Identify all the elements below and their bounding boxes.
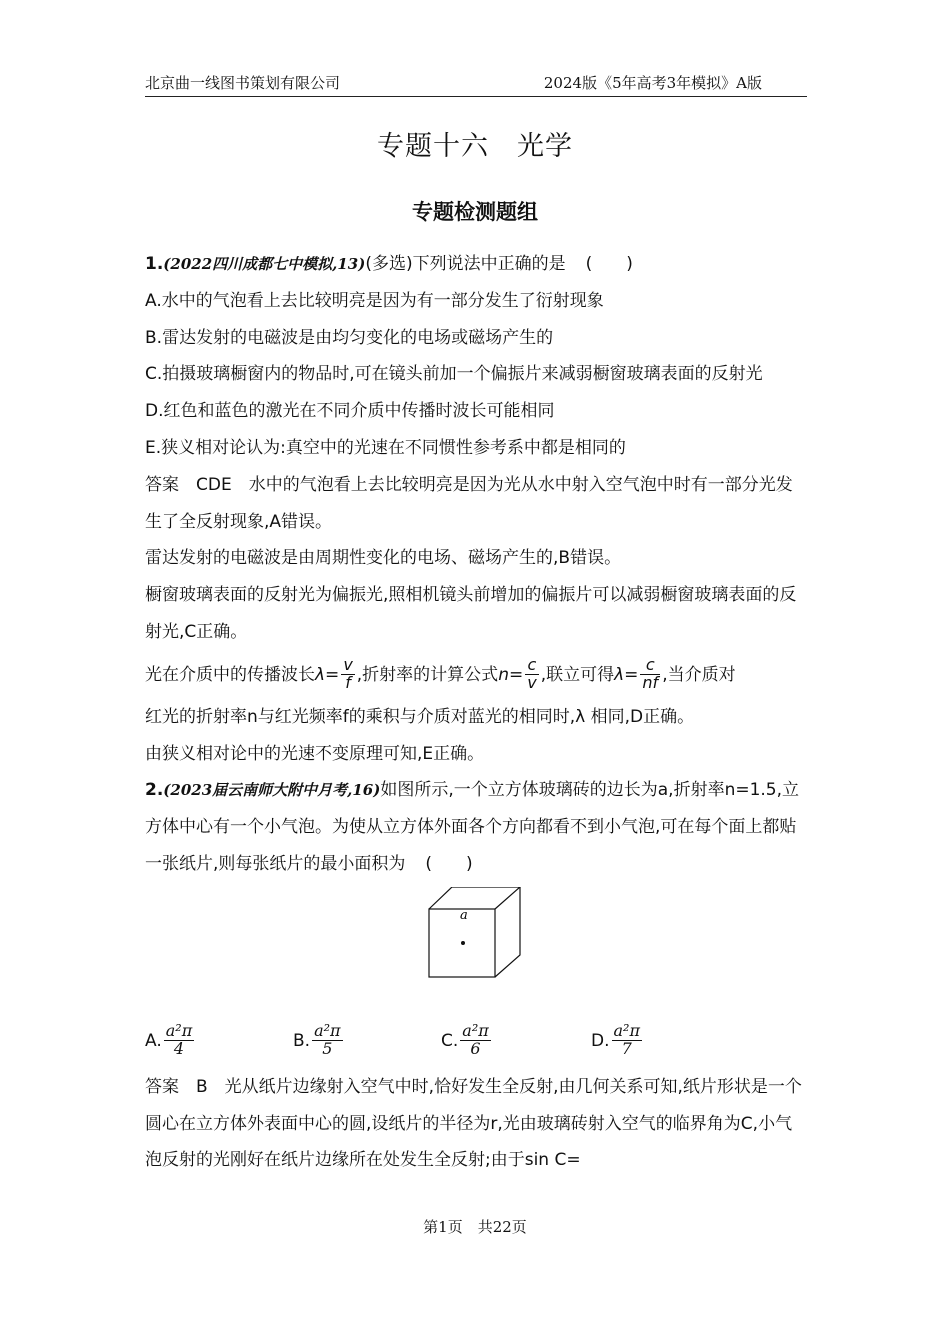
option-c: C.拍摄玻璃橱窗内的物品时,可在镜头前加一个偏振片来减弱橱窗玻璃表面的反射光 bbox=[145, 364, 763, 385]
cube-figure bbox=[145, 887, 807, 1005]
choice-b bbox=[293, 1013, 345, 1069]
choice-d bbox=[591, 1013, 644, 1069]
option-b: B.雷达发射的电磁波是由均匀变化的电场或磁场产生的 bbox=[145, 327, 554, 348]
edge-label: a bbox=[460, 907, 468, 923]
chapter-title: 专题十六 光学 bbox=[377, 131, 573, 162]
question-1-stem bbox=[145, 246, 807, 283]
fraction bbox=[341, 657, 354, 692]
denominator: 4 bbox=[173, 1039, 185, 1059]
answer-formula-paragraph bbox=[145, 651, 807, 699]
page-header bbox=[145, 72, 807, 97]
denominator: f bbox=[345, 673, 351, 693]
cube-side-face bbox=[495, 887, 520, 977]
choice-c bbox=[441, 1013, 493, 1069]
choice-letter: B. bbox=[293, 1030, 311, 1051]
question-source: (2023届云南师大附中月考,16) bbox=[163, 781, 381, 800]
denominator: 7 bbox=[621, 1039, 632, 1059]
option-a: A.水中的气泡看上去比较明亮是因为有一部分发生了衍射现象 bbox=[145, 290, 604, 311]
option-e: E.狭义相对论认为:真空中的光速在不同惯性参考系中都是相同的 bbox=[145, 437, 626, 458]
option-d: D.红色和蓝色的激光在不同介质中传播时波长可能相同 bbox=[145, 401, 555, 422]
denominator: 5 bbox=[322, 1039, 333, 1059]
formula-text: 光在介质中的传播波长 bbox=[145, 664, 315, 685]
answer-paragraph: 答案 CDE 水中的气泡看上去比较明亮是因为光从水中射入空气泡中时有一部分光发生了全反射现象,A错误。 bbox=[145, 474, 793, 532]
answer-paragraph: 答案 B 光从纸片边缘射入空气中时,恰好发生全反射,由几何关系可知,纸片形状是一个圆心在立方体外表面中心的圆,设纸片的半径为r,光由玻璃砖射入空气的临界角为C,小气泡反射的光刚好在纸片边缘所在处发生全反射;由于sin C= bbox=[145, 1076, 802, 1171]
denominator: nf bbox=[642, 673, 659, 693]
answer-paragraph: 橱窗玻璃表面的反射光为偏振光,照相机镜头前增加的偏振片可以减弱橱窗玻璃表面的反射光,C正确。 bbox=[145, 585, 797, 642]
numerator: a²π bbox=[165, 1021, 193, 1041]
publisher-name: 北京曲一线图书策划有限公司 bbox=[145, 74, 341, 92]
formula-text: ,联立可得 bbox=[540, 664, 615, 685]
answer-blank: ( ) bbox=[425, 853, 473, 874]
choice-letter: C. bbox=[441, 1030, 459, 1051]
denominator: v bbox=[527, 673, 537, 693]
answer-blank: ( ) bbox=[585, 254, 633, 274]
book-edition: 2024版《5年高考3年模拟》A版 bbox=[543, 74, 762, 92]
question-number: 1. bbox=[145, 254, 164, 274]
bubble-dot bbox=[461, 941, 465, 945]
question-source: (2022四川成都七中模拟,13) bbox=[163, 255, 366, 273]
fraction bbox=[460, 1023, 490, 1058]
formula-symbol: λ= bbox=[614, 664, 639, 685]
choice-row bbox=[145, 1013, 807, 1069]
question-text: 如图所示,一个立方体玻璃砖的边长为a,折射率n=1.5,立方体中心有一个小气泡。为使从立方体外面各个方向都看不到小气泡,可在每个面上都贴一张纸片,则每张纸片的最小面积为 bbox=[145, 780, 800, 874]
numerator: a²π bbox=[613, 1021, 640, 1041]
answer-paragraph: 红光的折射率n与红光频率f的乘积与介质对蓝光的相同时,λ 相同,D正确。 bbox=[145, 706, 695, 727]
numerator: a²π bbox=[314, 1021, 341, 1041]
page-footer: 第1页 共22页 bbox=[423, 1218, 527, 1236]
numerator: v bbox=[343, 655, 353, 675]
fraction bbox=[164, 1023, 194, 1058]
question-text: 下列说法中正确的是 bbox=[412, 254, 566, 274]
numerator: c bbox=[640, 657, 660, 675]
answer-paragraph: 由狭义相对论中的光速不变原理可知,E正确。 bbox=[145, 743, 485, 764]
section-title: 专题检测题组 bbox=[412, 200, 538, 224]
choice-letter: D. bbox=[591, 1030, 610, 1051]
formula-text: ,当介质对 bbox=[662, 664, 736, 685]
fraction bbox=[612, 1023, 642, 1058]
question-2-stem bbox=[145, 772, 807, 882]
fraction bbox=[640, 657, 660, 692]
question-number: 2. bbox=[145, 780, 164, 801]
choice-a bbox=[145, 1013, 196, 1069]
question-tag: (多选) bbox=[365, 254, 413, 274]
formula-text: ,折射率的计算公式 bbox=[356, 664, 499, 685]
denominator: 6 bbox=[470, 1039, 481, 1059]
fraction bbox=[525, 657, 538, 692]
answer-paragraph: 雷达发射的电磁波是由周期性变化的电场、磁场产生的,B错误。 bbox=[145, 548, 622, 569]
numerator: a²π bbox=[462, 1021, 489, 1041]
choice-letter: A. bbox=[145, 1030, 162, 1051]
formula-symbol: n= bbox=[498, 664, 524, 685]
cube-diagram bbox=[145, 887, 807, 1005]
formula-symbol: λ= bbox=[315, 664, 340, 685]
cube-top-face bbox=[429, 887, 520, 909]
numerator: c bbox=[525, 657, 538, 675]
fraction bbox=[312, 1023, 342, 1058]
page-content bbox=[145, 246, 807, 1179]
